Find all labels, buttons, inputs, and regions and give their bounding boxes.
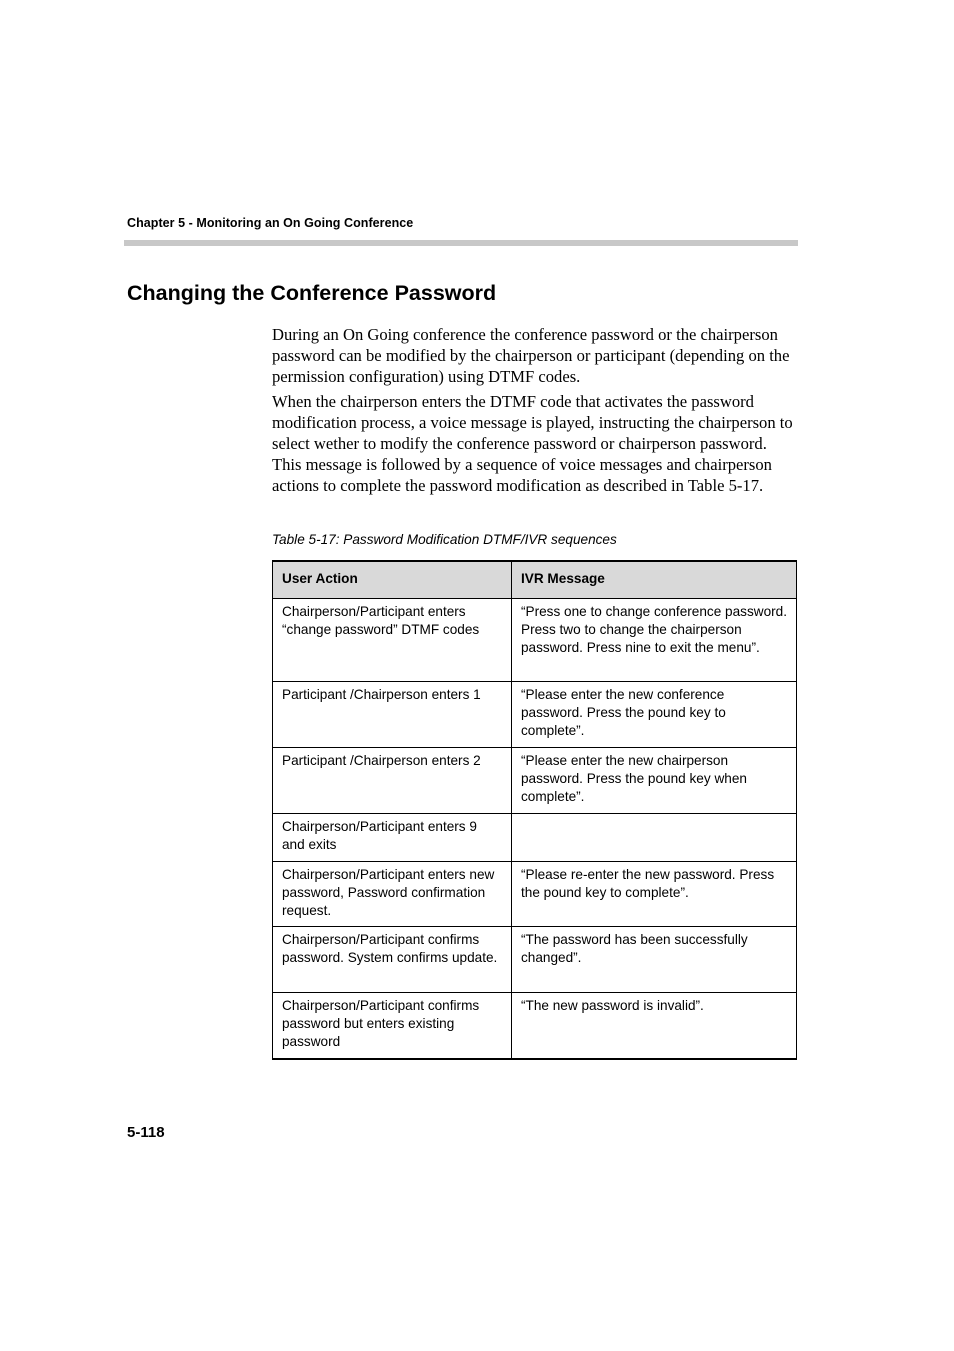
table-caption: Table 5-17: Password Modification DTMF/IVR sequences bbox=[272, 532, 617, 547]
table-row bbox=[273, 682, 797, 748]
table-row bbox=[273, 599, 797, 682]
page-number: 5-118 bbox=[127, 1124, 165, 1141]
table-row bbox=[273, 993, 797, 1059]
table-row bbox=[273, 814, 797, 862]
table-row bbox=[273, 748, 797, 814]
body-paragraph: During an On Going conference the conference password or the chairperson password can be modified by the chairperson or participant (depending on the permission configuration) using DTMF codes. bbox=[272, 325, 790, 386]
ivr-message-cell: “Please re-enter the new password. Press the pound key to complete”. bbox=[512, 862, 797, 927]
ivr-message-cell: “Please enter the new chairperson password. Press the pound key when complete”. bbox=[512, 748, 797, 814]
column-header-user-action: User Action bbox=[273, 561, 512, 599]
table-row bbox=[273, 927, 797, 993]
column-header-ivr-message: IVR Message bbox=[512, 561, 797, 599]
user-action-cell: Chairperson/Participant enters 9 and exits bbox=[273, 814, 512, 862]
ivr-message-cell: “Please enter the new conference password. Press the pound key to complete”. bbox=[512, 682, 797, 748]
user-action-cell: Participant /Chairperson enters 1 bbox=[273, 682, 512, 748]
body-paragraph: When the chairperson enters the DTMF code that activates the password modification process, a voice message is played, instructing the chairperson to select wether to modify the conference password or chairperson password. This message is followed by a sequence of voice messages and chairperson actions to complete the password modification as described in Table 5-17. bbox=[272, 392, 793, 495]
chapter-header: Chapter 5 - Monitoring an On Going Conference bbox=[127, 216, 414, 230]
table-header-row bbox=[273, 561, 797, 599]
ivr-message-cell bbox=[512, 814, 797, 862]
table-row bbox=[273, 862, 797, 927]
password-ivr-table bbox=[272, 560, 797, 1060]
header-rule bbox=[124, 240, 798, 246]
user-action-cell: Chairperson/Participant confirms password. System confirms update. bbox=[273, 927, 512, 993]
ivr-message-cell: “The password has been successfully changed”. bbox=[512, 927, 797, 993]
section-title: Changing the Conference Password bbox=[127, 281, 497, 305]
user-action-cell: Participant /Chairperson enters 2 bbox=[273, 748, 512, 814]
user-action-cell: Chairperson/Participant confirms password but enters existing password bbox=[273, 993, 512, 1059]
user-action-cell: Chairperson/Participant enters “change password” DTMF codes bbox=[273, 599, 512, 682]
user-action-cell: Chairperson/Participant enters new password, Password confirmation request. bbox=[273, 862, 512, 927]
ivr-message-cell: “Press one to change conference password. Press two to change the chairperson password. Press nine to exit the menu”. bbox=[512, 599, 797, 682]
ivr-message-cell: “The new password is invalid”. bbox=[512, 993, 797, 1059]
